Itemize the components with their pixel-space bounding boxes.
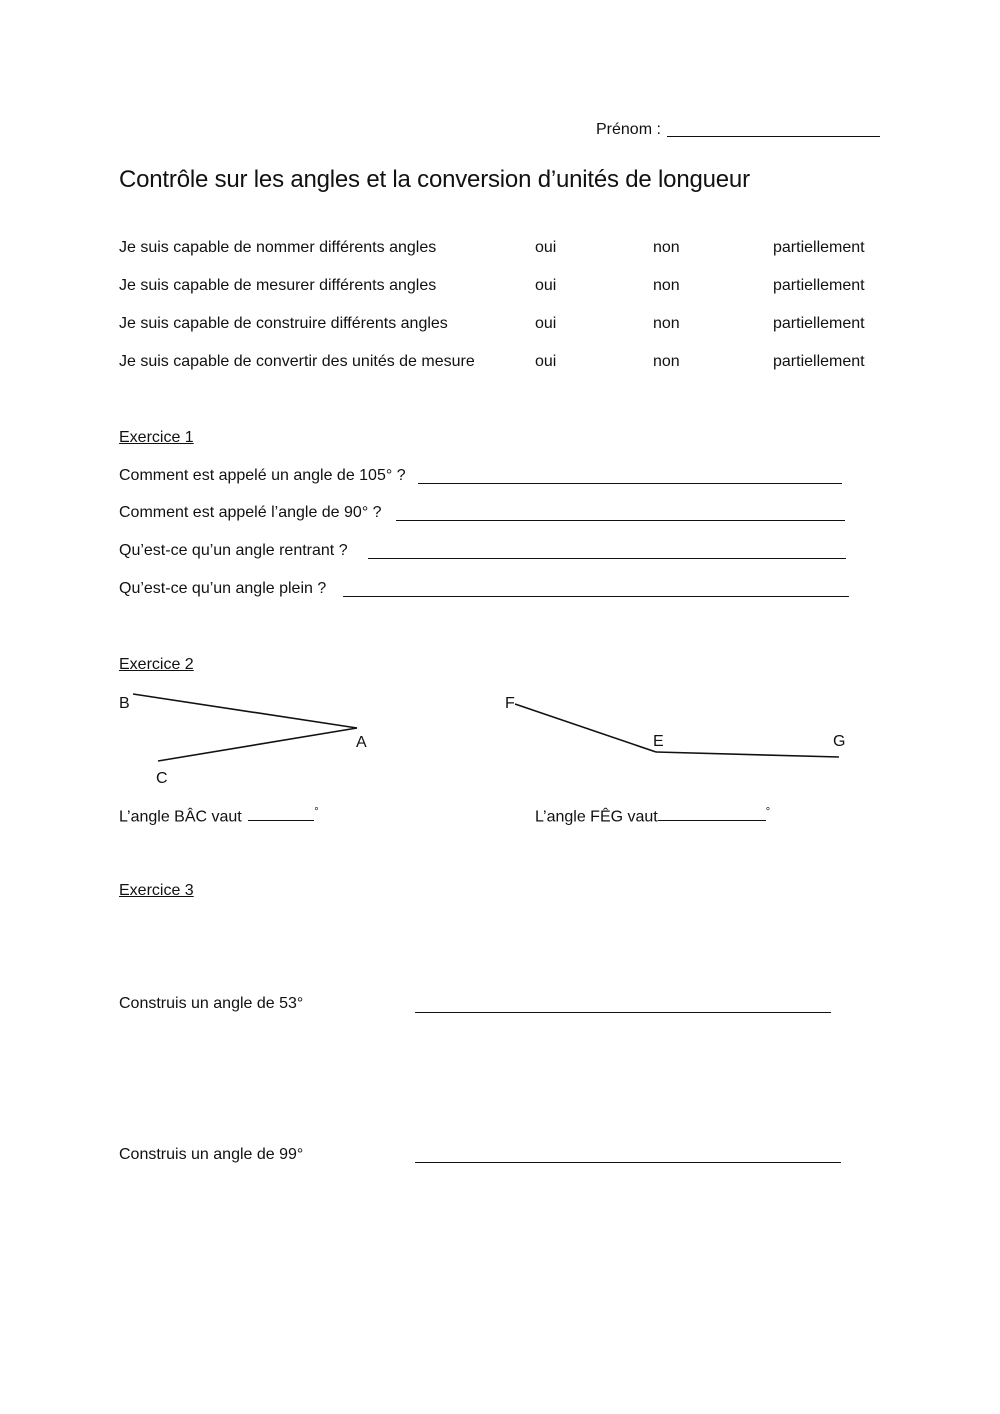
- exercise3-task: Construis un angle de 99°: [119, 1146, 304, 1163]
- angle-bac-figure: [119, 694, 367, 787]
- ray-eg: [656, 752, 839, 757]
- checklist-option-non[interactable]: non: [653, 353, 680, 370]
- ray-ab: [133, 694, 357, 728]
- checklist-option-non[interactable]: non: [653, 277, 680, 294]
- ray-ef: [515, 704, 656, 752]
- degree-unit: °: [765, 806, 771, 818]
- name-field-label: [596, 121, 661, 139]
- name-label: Prénom :: [596, 121, 661, 138]
- angle-feg-question-text: L’angle FÊG vaut: [535, 808, 658, 826]
- angle-bac-answer-line[interactable]: [248, 806, 314, 821]
- exercise1-answer-line[interactable]: [396, 520, 845, 521]
- checklist-item-label: Je suis capable de convertir des unités de mesure: [119, 353, 475, 370]
- checklist-option-partiellement[interactable]: partiellement: [773, 239, 865, 256]
- point-label-e: E: [653, 733, 664, 750]
- exercise1-answer-line[interactable]: [343, 596, 849, 597]
- checklist-option-oui[interactable]: oui: [535, 315, 557, 332]
- angle-feg-figure: [505, 695, 845, 757]
- checklist-option-oui[interactable]: oui: [535, 353, 557, 370]
- point-label-c: C: [156, 770, 168, 787]
- checklist-option-oui[interactable]: oui: [535, 277, 557, 294]
- point-label-a: A: [356, 734, 367, 751]
- point-label-g: G: [833, 733, 846, 750]
- checklist-item-label: Je suis capable de mesurer différents angles: [119, 277, 437, 294]
- exercise1-answer-line[interactable]: [368, 558, 846, 559]
- exercise1-question: Comment est appelé l’angle de 90° ?: [119, 504, 382, 521]
- exercise1-question: Qu’est-ce qu’un angle plein ?: [119, 580, 327, 597]
- checklist-item-label: Je suis capable de nommer différents angles: [119, 239, 437, 256]
- exercise1-heading: Exercice 1: [119, 429, 194, 446]
- exercise3-task: Construis un angle de 53°: [119, 995, 304, 1012]
- exercise3-heading: Exercice 3: [119, 882, 194, 899]
- angle-feg-answer-line[interactable]: [658, 806, 766, 821]
- construction-line-53[interactable]: [415, 1012, 831, 1013]
- checklist-option-oui[interactable]: oui: [535, 239, 557, 256]
- exercise1-answer-line[interactable]: [418, 483, 842, 484]
- name-answer-line[interactable]: [667, 136, 880, 137]
- construction-line-99[interactable]: [415, 1162, 841, 1163]
- checklist-option-partiellement[interactable]: partiellement: [773, 315, 865, 332]
- point-label-f: F: [505, 695, 515, 712]
- exercise1-question: Comment est appelé un angle de 105° ?: [119, 467, 406, 484]
- point-label-b: B: [119, 695, 130, 712]
- page-title: Contrôle sur les angles et la conversion d’unités de longueur: [119, 166, 750, 193]
- exercise2-heading: Exercice 2: [119, 656, 194, 673]
- angle-feg-question: [535, 806, 770, 826]
- exercise1-question: Qu’est-ce qu’un angle rentrant ?: [119, 542, 348, 559]
- checklist-option-partiellement[interactable]: partiellement: [773, 353, 865, 370]
- checklist-item-label: Je suis capable de construire différents angles: [119, 315, 448, 332]
- checklist-option-non[interactable]: non: [653, 239, 680, 256]
- angle-bac-question: [119, 806, 319, 826]
- checklist-option-non[interactable]: non: [653, 315, 680, 332]
- angle-bac-question-text: L’angle BÂC vaut: [119, 808, 242, 826]
- checklist-option-partiellement[interactable]: partiellement: [773, 277, 865, 294]
- angle-figures: [0, 680, 1000, 820]
- ray-ac: [158, 728, 357, 761]
- degree-unit: °: [314, 806, 319, 818]
